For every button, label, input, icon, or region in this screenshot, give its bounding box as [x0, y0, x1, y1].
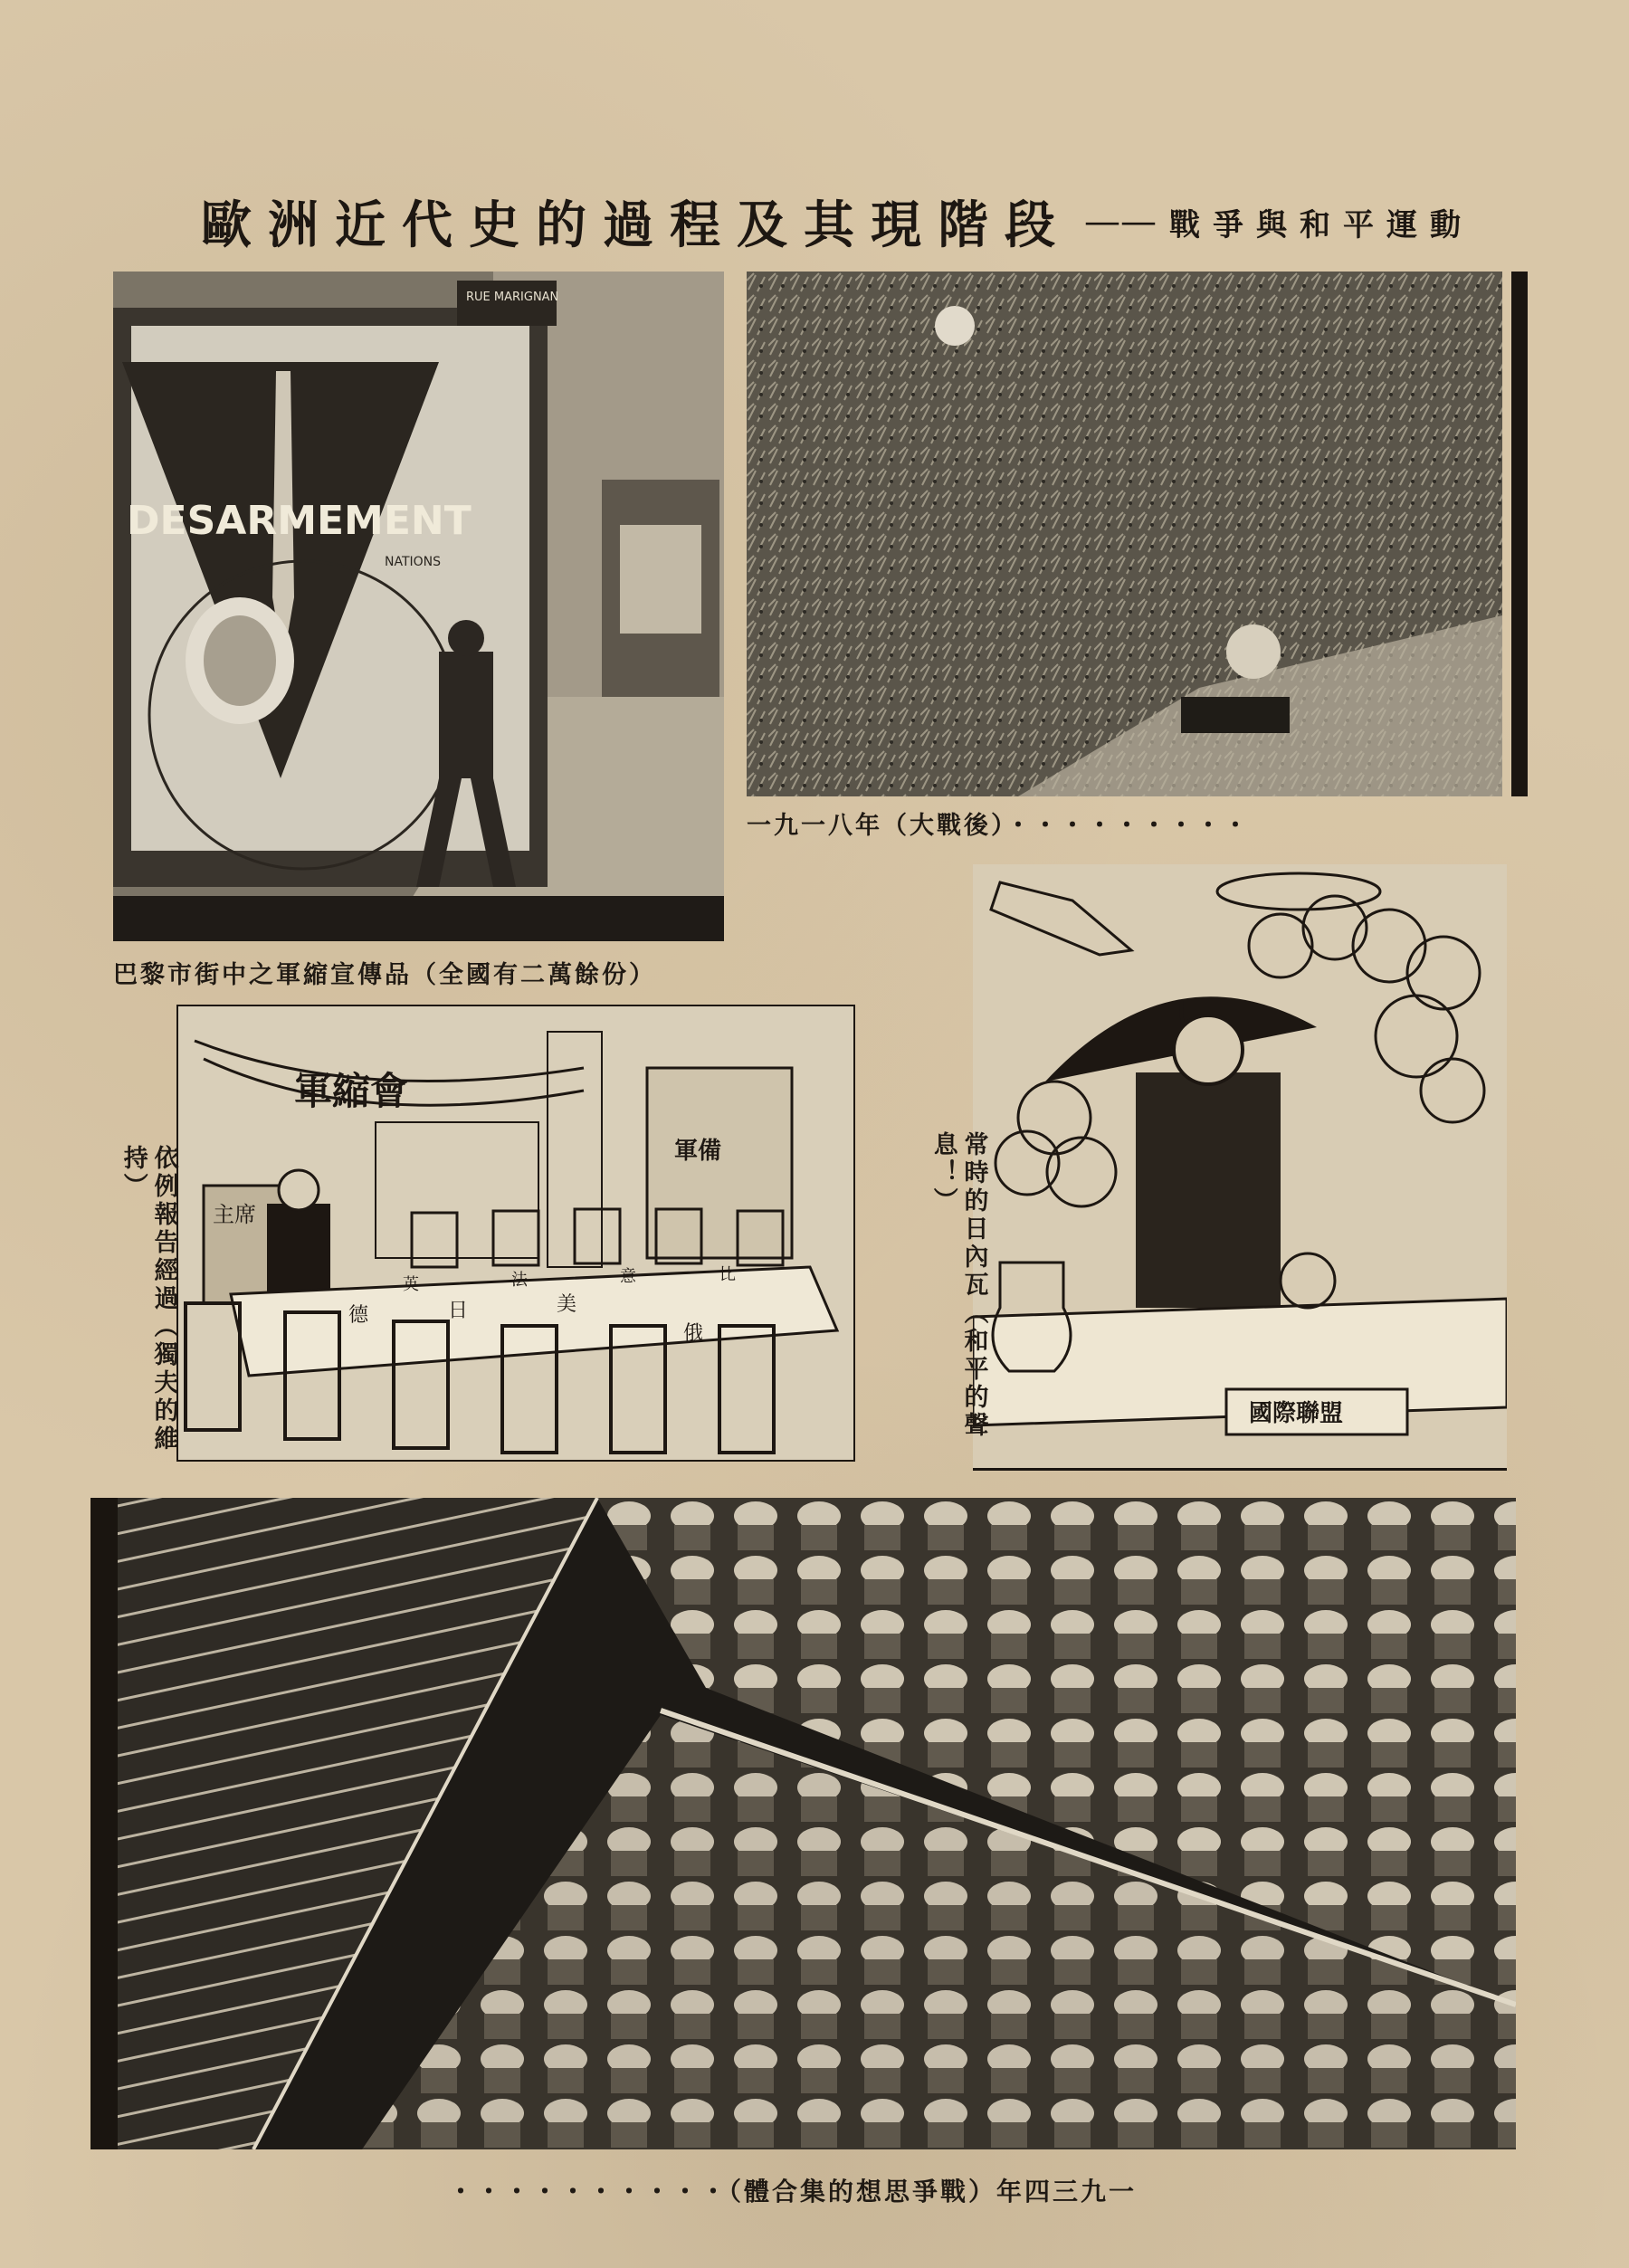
- desk-label: 國際聯盟: [1249, 1400, 1344, 1427]
- geneva-caption: 常時的日內瓦（和平的聲息！）: [929, 1131, 988, 1440]
- battlefield-side-rule: [1511, 272, 1528, 796]
- door-sign: 軍備: [674, 1138, 722, 1165]
- geneva-cartoon: [973, 864, 1507, 1471]
- conference-cartoon: [176, 1005, 855, 1462]
- place-card-fr: 法: [511, 1271, 528, 1290]
- banner-text: 軍縮會: [294, 1069, 409, 1113]
- conference-cartoon-graphic: [176, 1005, 855, 1462]
- title-main: 歐洲近代史的過程及其現階段: [201, 195, 1072, 255]
- place-card-ru: 俄: [683, 1322, 704, 1345]
- page-title: [181, 186, 1493, 258]
- battlefield-caption: 一九一八年（大戰後）・・・・・・・・・: [747, 812, 1251, 840]
- title-dash: ——: [1084, 201, 1157, 243]
- place-card-us: 美: [557, 1293, 577, 1316]
- battlefield-photo-graphic: [747, 272, 1502, 796]
- poster-headline: DESARMEMENT: [127, 498, 472, 544]
- poster-caption: 巴黎市街中之軍縮宣傳品（全國有二萬餘份）: [113, 961, 656, 989]
- soldiers-photo-graphic: [90, 1498, 1516, 2149]
- battlefield-photo: [747, 272, 1502, 796]
- conference-caption: 依例報告經過（獨夫的維持）: [119, 1145, 178, 1453]
- poster-photo: [113, 272, 724, 941]
- footer-caption: ・・・・・・・・・・（體合集的想思爭戰）年四三九一: [448, 2177, 1138, 2206]
- soldiers-left-rule: [90, 1498, 118, 2149]
- title-sub: 戰爭與和平運動: [1169, 206, 1473, 243]
- poster-small-text: NATIONS: [385, 555, 442, 569]
- place-card-be: 比: [719, 1265, 736, 1284]
- soldiers-photo: [90, 1498, 1516, 2149]
- place-card-jp: 日: [448, 1300, 469, 1322]
- place-card-uk: 英: [403, 1275, 419, 1294]
- place-card-it: 意: [620, 1267, 636, 1286]
- chair-label: 主席: [213, 1202, 256, 1227]
- geneva-bottom-rule: [973, 1468, 1507, 1471]
- place-card-de: 德: [348, 1304, 369, 1327]
- geneva-cartoon-graphic: [973, 864, 1507, 1471]
- poster-photo-graphic: [113, 272, 724, 941]
- street-sign-text: RUE MARIGNAN: [466, 291, 559, 304]
